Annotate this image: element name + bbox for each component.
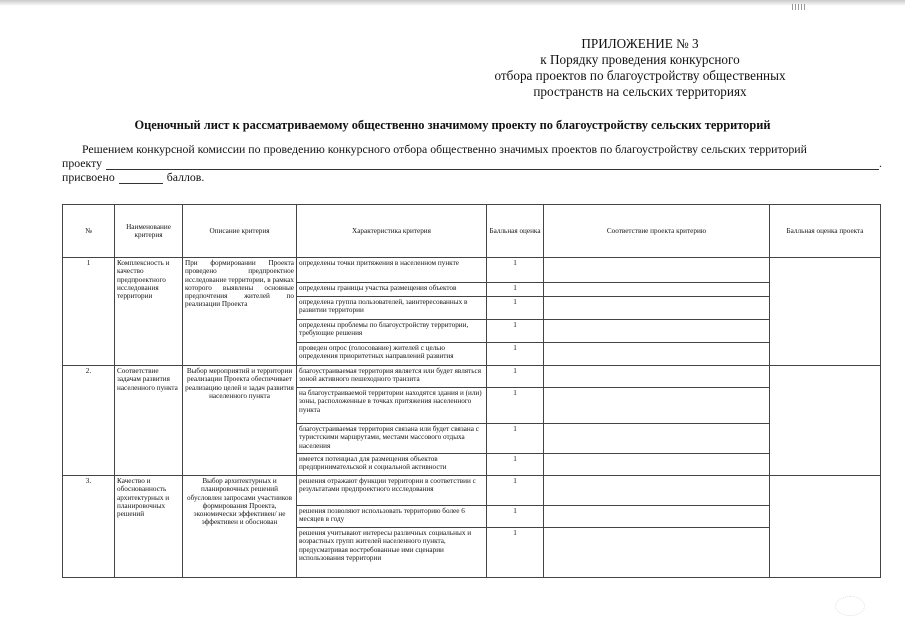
criterion-characteristic: имеется потенциал для размещения объектов предпринимательской и социальной активности — [297, 454, 487, 476]
appendix-line-2: к Порядку проведения конкурсного — [540, 52, 740, 67]
criteria-table — [62, 204, 881, 578]
compliance-cell[interactable] — [544, 320, 770, 343]
header-criterion-description: Описание критерия — [183, 205, 297, 258]
criterion-score: 1 — [487, 297, 544, 320]
intro-text: Решением конкурсной комиссии по проведению конкурсного отбора общественно значимых проектов по благоустройству сельских территорий — [82, 142, 807, 156]
compliance-cell[interactable] — [544, 388, 770, 424]
faint-stamp-mark — [835, 596, 865, 616]
criterion-score: 1 — [487, 528, 544, 578]
criterion-characteristic: решения учитывают интересы различных социальных и возрастных групп жителей населенного пункта, предусматривая востребованные ими сценарии использования территории — [297, 528, 487, 578]
points-label: баллов. — [166, 170, 205, 184]
criterion-score: 1 — [487, 258, 544, 283]
appendix-number: ПРИЛОЖЕНИЕ № 3 — [581, 36, 699, 51]
criterion-characteristic: проведен опрос (голосование) жителей с целью определения приоритетных направлений развития — [297, 343, 487, 366]
criterion-score: 1 — [487, 476, 544, 506]
scan-edge-shadow — [0, 0, 905, 6]
compliance-cell[interactable] — [544, 528, 770, 578]
intro-paragraph — [62, 142, 882, 184]
criterion-score: 1 — [487, 283, 544, 297]
appendix-header — [460, 36, 820, 100]
criterion-name: Качество и обоснованность архитектурных и планировочных решений — [115, 476, 183, 578]
criterion-score: 1 — [487, 388, 544, 424]
criterion-description: Выбор мероприятий и территории реализации Проекта обеспечивает реализацию целей и задач развития населенного пункта — [183, 366, 297, 476]
header-number: № — [63, 205, 115, 258]
compliance-cell[interactable] — [544, 343, 770, 366]
criterion-number: 2. — [63, 366, 115, 476]
compliance-cell[interactable] — [544, 297, 770, 320]
compliance-cell[interactable] — [544, 258, 770, 283]
compliance-cell[interactable] — [544, 476, 770, 506]
appendix-line-4: пространств на сельских территориях — [533, 84, 747, 99]
criterion-score: 1 — [487, 366, 544, 388]
criterion-characteristic: определены точки притяжения в населенном пункте — [297, 258, 487, 283]
assigned-label: присвоено — [62, 170, 115, 184]
header-criterion-characteristic: Характеристика критерия — [297, 205, 487, 258]
table-row — [63, 476, 881, 506]
criterion-characteristic: определены проблемы по благоустройству территории, требующие решения — [297, 320, 487, 343]
criterion-score: 1 — [487, 343, 544, 366]
project-name-blank[interactable] — [106, 158, 879, 170]
project-score-cell[interactable] — [770, 366, 881, 476]
table-row — [63, 258, 881, 283]
appendix-line-3: отбора проектов по благоустройству общественных — [494, 68, 786, 83]
document-title: Оценочный лист к рассматриваемому общественно значимому проекту по благоустройству сельских территорий — [134, 118, 771, 132]
project-score-cell[interactable] — [770, 258, 881, 366]
header-score: Балльная оценка — [487, 205, 544, 258]
criterion-score: 1 — [487, 506, 544, 528]
criterion-score: 1 — [487, 454, 544, 476]
header-criterion-name: Наименование критерия — [115, 205, 183, 258]
criterion-number: 3. — [63, 476, 115, 578]
criterion-characteristic: благоустраиваемая территория является или будет являться зоной активного пешеходного транзита — [297, 366, 487, 388]
criterion-characteristic: на благоустраиваемой территории находятся здания и (или) зоны, расположенные в точках притяжения населенного пункта — [297, 388, 487, 424]
criterion-number: 1 — [63, 258, 115, 366]
criterion-characteristic: определены границы участка размещения объектов — [297, 283, 487, 297]
criterion-score: 1 — [487, 320, 544, 343]
compliance-cell[interactable] — [544, 424, 770, 454]
criterion-characteristic: благоустраиваемая территория связана или будет связана с туристскими маршрутами, местами массового отдыха населения — [297, 424, 487, 454]
criterion-description: При формировании Проекта проведено предпроектное исследование территории, в рамках которого выявлены основные предпочтения жителей по реализации Проекта — [183, 258, 297, 366]
header-project-compliance: Соответствие проекта критерию — [544, 205, 770, 258]
header-project-score: Балльная оценка проекта — [770, 205, 881, 258]
project-label: проекту — [62, 156, 102, 170]
points-blank[interactable] — [119, 172, 163, 184]
criterion-name: Соответствие задачам развития населенного пункта — [115, 366, 183, 476]
compliance-cell[interactable] — [544, 366, 770, 388]
table-header-row — [63, 205, 881, 258]
criterion-name: Комплексность и качество предпроектного исследования территории — [115, 258, 183, 366]
assigned-line — [62, 170, 882, 184]
criterion-characteristic: решения отражают функции территории в соответствии с результатами предпроектного исследования — [297, 476, 487, 506]
criterion-characteristic: решения позволяют использовать территорию более 6 месяцев в году — [297, 506, 487, 528]
compliance-cell[interactable] — [544, 506, 770, 528]
criterion-characteristic: определена группа пользователей, заинтересованных в развитии территории — [297, 297, 487, 320]
compliance-cell[interactable] — [544, 454, 770, 476]
project-score-cell[interactable] — [770, 476, 881, 578]
project-line — [62, 156, 882, 170]
table-row — [63, 366, 881, 388]
project-line-period: . — [879, 156, 882, 170]
criterion-score: 1 — [487, 424, 544, 454]
compliance-cell[interactable] — [544, 283, 770, 297]
scan-mark — [792, 4, 806, 10]
criterion-description: Выбор архитектурных и планировочных решений обусловлен запросами участников формирования Проекта, экономически эффективен/ не эффективен и обоснован — [183, 476, 297, 578]
